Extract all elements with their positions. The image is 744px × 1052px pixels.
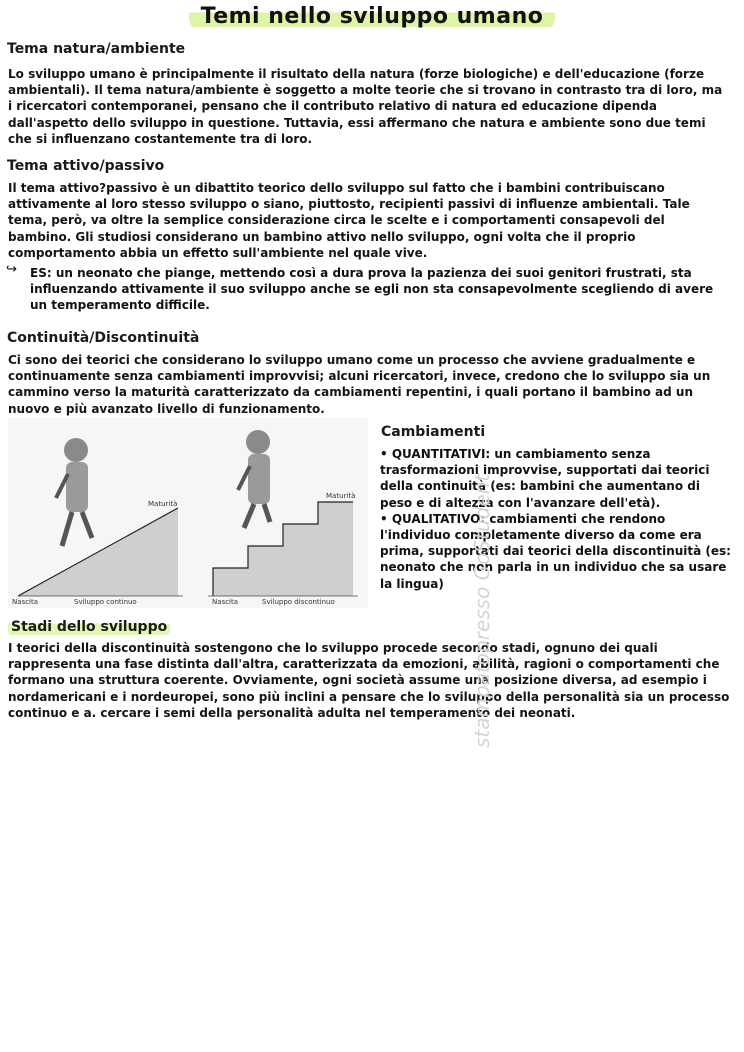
heading-attivo: Tema attivo/passivo bbox=[7, 158, 165, 174]
heading-continuita: Continuità/Discontinuità bbox=[7, 330, 200, 346]
paragraph-stadi: I teorici della discontinuità sostengono che lo sviluppo procede secondo stadi, ognuno dei quali rappresenta una fase distinta dall'altra, caratterizzata da emozioni, abilità, ragioni o comportamenti che formano una struttura coerente. Ovviamente, ogni società assume una posizione diversa, ad esempio i nordamericani e i nordeuropei, sono più inclini a pensare che lo sviluppo della personalità sia un processo continuo e a. cercare i semi della personalità adulta nel temperamento dei neonati. bbox=[8, 641, 730, 720]
development-figure bbox=[8, 418, 368, 608]
label-maturita-left: Maturità bbox=[148, 500, 178, 508]
label-nascita-left: Nascita bbox=[12, 598, 39, 606]
hook-arrow-icon: ↪ bbox=[6, 262, 17, 277]
title-container bbox=[0, 4, 744, 29]
example-attivo: ES: un neonato che piange, mettendo così a dura prova la pazienza dei suoi genitori frustrati, sta influenzando attivamente il suo sviluppo anche se egli non sta consapevolmente scegliendo di avere un temperamento difficile. bbox=[30, 266, 714, 313]
label-maturita-right: Maturità bbox=[326, 492, 356, 500]
cambiamenti-list bbox=[380, 446, 736, 592]
list-item-quantitativi: • QUANTITATIVI: un cambiamento senza trasformazioni improvvise, supportati dai teorici della continuità (es: bambini che aumentano di peso e di altezza con l'avanzare dell'età). bbox=[380, 447, 710, 510]
label-sviluppo-continuo: Sviluppo continuo bbox=[74, 598, 137, 606]
list-item-qualitativo: • QUALITATIVO: cambiamenti che rendono l'individuo completamente diverso da come era prima, supportati dai teorici della discontinuità (es: neonato che non parla in un individuo che sa usare la lingua) bbox=[380, 511, 731, 591]
paragraph-continuita: Ci sono dei teorici che considerano lo sviluppo umano come un processo che avviene gradualmente e continuamente senza cambiamenti improvvisi; alcuni ricercatori, invece, credono che lo sviluppo sia un cammino verso la maturità caratterizzato da cambiamenti repentini, i quali portano il bambino ad un nuovo e più avanzato livello di funzionamento. bbox=[8, 353, 711, 416]
page-title: Temi nello sviluppo umano bbox=[189, 4, 556, 29]
paragraph-natura: Lo sviluppo umano è principalmente il risultato della natura (forze biologiche) e dell'educazione (forze ambientali). Il tema natura/ambiente è soggetto a molte teorie che si trovano in contrasto tra di loro, ma i ricercatori contemporanei, pensano che il contributo relativo di natura ed educazione dipenda dall'aspetto dello sviluppo in questione. Tuttavia, essi affermano che natura e ambiente sono due temi che si influenzano costantemente tra di loro. bbox=[8, 67, 723, 146]
heading-cambiamenti: Cambiamenti bbox=[381, 424, 486, 440]
continuity-illustration bbox=[8, 418, 368, 608]
watermark: stampatopresso GoStudent bbox=[470, 473, 494, 748]
paragraph-attivo: Il tema attivo?passivo è un dibattito teorico dello sviluppo sul fatto che i bambini contribuiscano attivamente al loro stesso sviluppo o siano, piuttosto, recipienti passivi di influenze ambientali. Tale tema, però, va oltre la semplice considerazione circa le scelte e i comportamenti consapevoli del bambino. Gli studiosi considerano un bambino attivo nello sviluppo, ogni volta che il proprio comportamento abbia un effetto sull'ambiente nel quale vive. bbox=[8, 181, 690, 260]
heading-natura: Tema natura/ambiente bbox=[7, 41, 186, 57]
label-nascita-right: Nascita bbox=[212, 598, 239, 606]
label-sviluppo-discontinuo: Sviluppo discontinuo bbox=[262, 598, 335, 606]
heading-stadi: Stadi dello sviluppo bbox=[8, 618, 170, 636]
